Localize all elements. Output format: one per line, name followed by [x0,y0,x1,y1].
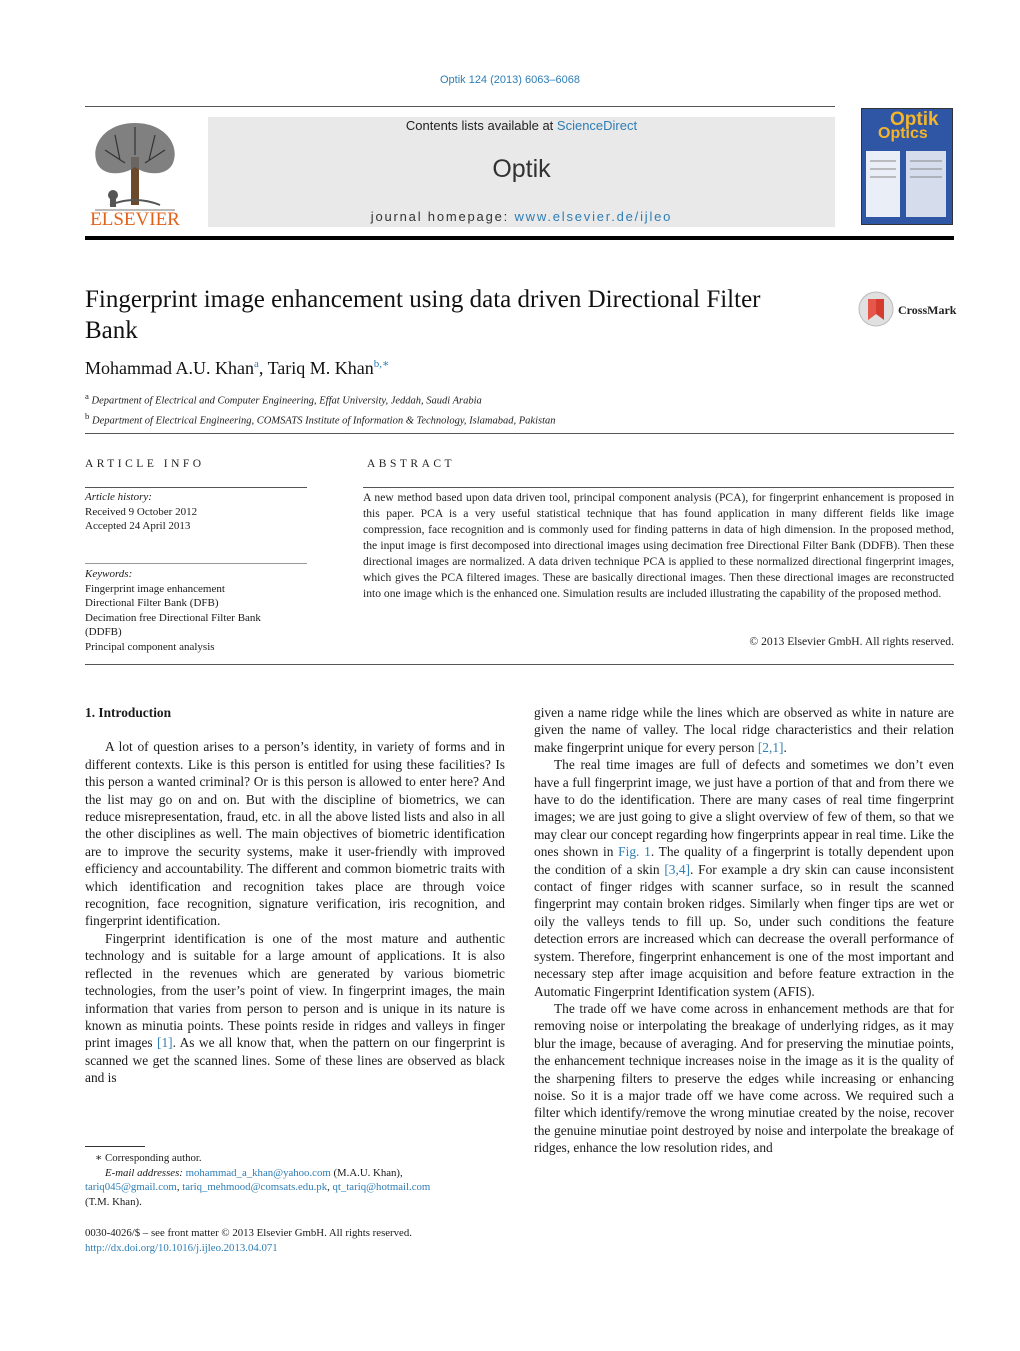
cover-title-optik: Optik [890,109,939,130]
corresponding-text: Corresponding author. [102,1152,202,1164]
article-info-heading: ARTICLE INFO [85,458,205,470]
doi-link[interactable]: http://dx.doi.org/10.1016/j.ijleo.2013.04.071 [85,1241,278,1254]
paragraph-text: The real time images are full of defects and sometimes we don’t even have a full fingerprint image, we just have a portion of that and from there we have to do the identification. There are many cases of real time fingerprint images; we are just going to give a slight overview of few of them, so that we may clear our concept regarding how fingerprints appear in real time. Like the ones shown in [534,757,954,860]
affiliation-mark: a [85,391,89,401]
email-owner: (T.M. Khan). [85,1195,142,1208]
body-paragraph: The trade off we have come across in enhancement methods are that for removing noise or interpolating the breakage of underlying ridges, as it may blur the image, because of averaging. And for preserving the minutiae points, the enhancement technique increases noise in the image as it is the quality of the sharpening filters to preserve the edges while increasing or enhancing noise. So it is a major trade off we have come across. We required such a filter which identify/remove the wrong minutiae created by the noise, recover the genuine minutiae point destroyed by noise and interpolate the breakage of ridges, enhance the low resolution rides, and [534,1000,954,1156]
reference-link[interactable]: [2,1] [757,739,784,755]
email-link[interactable]: tariq045@gmail.com [85,1181,177,1193]
elsevier-logo [85,115,185,230]
front-matter [85,1226,412,1255]
figure-link[interactable]: Fig. 1 [618,844,651,860]
paragraph-text: . [783,739,787,755]
abstract-bottom-rule [85,664,954,665]
email-link[interactable]: tariq_mehmood@comsats.edu.pk [182,1181,328,1193]
journal-name: Optik [492,155,551,183]
article-title: Fingerprint image enhancement using data driven Directional Filter Bank [85,286,761,344]
homepage-link[interactable]: www.elsevier.de/ijleo [514,209,673,224]
abstract-heading: ABSTRACT [367,458,456,470]
journal-cover-image[interactable] [861,108,953,225]
author-affiliation-mark[interactable]: a [253,358,259,370]
email-line [85,1166,515,1181]
paragraph-text: given a name ridge while the lines which are observed as white in nature are given the name of valley. The local ridge characteristics and their relation make fingerprint unique for every person [534,705,954,755]
keyword-item: Fingerprint image enhancement [85,582,225,595]
author-name[interactable]: Tariq M. Khan [267,358,374,378]
affiliation-item [85,409,556,429]
article-history [85,490,197,534]
footnote-rule [85,1146,145,1147]
corresponding-author-note [85,1151,515,1166]
elsevier-wordmark: ELSEVIER [90,209,180,230]
keywords-rule [85,563,307,564]
paragraph-text: . For example a dry skin can cause inconsistent contact of finger ridges with scanner surface, so in result the scanned fingerprint may contain broken ridges. Similarly when finger tips are wet or oily the valleys tends to fill up. So, under such conditions the feature detection errors are increased which can decrease the overall performance of system. Therefore, fingerprint enhancement is one of the most important and necessary step after image acquisition and before feature extraction in the Automatic Fingerprint Identification system (AFIS). [534,861,954,999]
journal-citation[interactable]: Optik 124 (2013) 6063–6068 [439,74,581,86]
journal-homepage [208,209,835,224]
email-link[interactable]: qt_tariq@hotmail.com [332,1181,431,1193]
author-name[interactable]: Mohammad A.U. Khan [85,358,254,378]
history-received: Received 9 October 2012 [85,505,198,518]
history-accepted: Accepted 24 April 2013 [85,520,191,532]
contents-prefix: Contents lists available at [405,118,557,133]
crossmark-button[interactable] [857,290,967,330]
keyword-item: Principal component analysis [85,640,215,653]
affiliation-text: Department of Electrical Engineering, COMSATS Institute of Information & Technology, Islamabad, Pakistan [89,415,556,426]
crossmark-label: CrossMark [898,303,957,317]
keywords-list [85,567,261,654]
section-heading: 1. Introduction [85,705,172,720]
keywords-label: Keywords: [85,568,133,580]
paragraph-text: Fingerprint identification is one of the most mature and authentic technology and is suitable for a large amount of applications. It is also reflected in the revenues which are generated by various biometric technologies, from the user’s point of view. In fingerprint images, the main information that varies from person to person and is unique in its nature is known as minutia points. These points reside in ridges and valleys in finger print images [85,930,505,1051]
body-column-left [85,704,505,1087]
abstract-copyright: © 2013 Elsevier GmbH. All rights reserved. [749,635,954,648]
sciencedirect-link[interactable]: ScienceDirect [556,118,638,133]
footnote [85,1151,515,1209]
email-label: E-mail addresses: [105,1166,183,1179]
body-paragraph [534,756,954,1000]
reference-link[interactable]: [3,4] [664,861,690,877]
abstract-rule [363,487,954,488]
front-matter-text: 0030-4026/$ – see front matter © 2013 Elsevier GmbH. All rights reserved. [85,1227,412,1239]
keyword-item: Decimation free Directional Filter Bank [85,611,261,624]
email-line: tariq045@gmail.com, tariq_mehmood@comsats.edu.pk, qt_tariq@hotmail.com [85,1181,431,1193]
header-rule [85,106,835,107]
crossmark-icon [857,290,895,328]
body-column-right [534,704,954,1157]
cover-graphic-icon [862,147,952,225]
body-paragraph [85,930,505,1087]
affiliation-item [85,389,556,409]
header-thick-rule [85,236,954,240]
keyword-item: (DDFB) [85,626,122,638]
history-label: Article history: [85,491,152,503]
reference-link[interactable]: [1] [157,1035,173,1051]
cover-title-optics: Optics [878,125,928,142]
contents-line [208,118,835,133]
homepage-prefix: journal homepage: [370,209,515,224]
abstract-text: A new method based upon data driven tool, principal component analysis (PCA), for fingerprint enhancement is proposed in this paper. PCA is a very useful statistical technique that has found application in many different fields like image compression, face recognition and is commonly used for finding patterns in data of high dimension. In the proposed method, the input image is first decomposed into directional images using decimation free Directional Filter Bank (DDFB). Then these directional images are normalized. A data driven technique PCA is applied to these normalized directional fingerprint images, which gives the PCA filtered images. These are basically directional images. Then these directional images are reconstructed into one image which is the enhanced one. Simulation results are included illustrating the capability of the proposed method. [363,491,954,600]
article-info-rule [85,487,307,488]
journal-banner [208,117,835,227]
keyword-item: Directional Filter Bank (DFB) [85,597,219,609]
author-separator: , [258,358,268,378]
paragraph-text: . The quality of a fingerprint is totally dependent upon the condition of a skin [534,844,954,877]
body-paragraph: A lot of question arises to a person’s identity, in variety of forms and in different contexts. Like is this person is entitled for using these facilities? Is this person a wanted criminal? Or is this person is allowed to enter here? And the list may go on and on. But with the discipline of biometrics, we can reduce misrepresentation, fraud, etc. in all the above listed lists and also in all the other disciplines as well. The main objectives of biometric identification are to improve the security systems, make it user-friendly with improved efficiency and accountability. The different and common biometric traits with which identification and recognition takes place are through voice recognition, face recognition, signature verification, iris recognition, and fingerprint identification. [85,739,505,929]
email-owner: (M.A.U. Khan), [330,1166,403,1179]
affiliation-mark: b [85,410,90,421]
affiliation-rule [85,433,954,434]
affiliations [85,389,556,428]
author-list [85,357,390,379]
author-affiliation-mark[interactable]: b,∗ [373,358,390,370]
affiliation-text: Department of Electrical and Computer Engineering, Effat University, Jeddah, Saudi Arabia [88,395,482,407]
footnote-mark: ∗ [95,1152,103,1164]
paragraph-text: . As we all know that, when the pattern on our fingerprint is scanned we get the scanned lines. Some of these lines are observed as black and is [85,1035,505,1086]
email-link[interactable]: mohammad_a_khan@yahoo.com [185,1166,331,1179]
body-paragraph [534,704,954,756]
